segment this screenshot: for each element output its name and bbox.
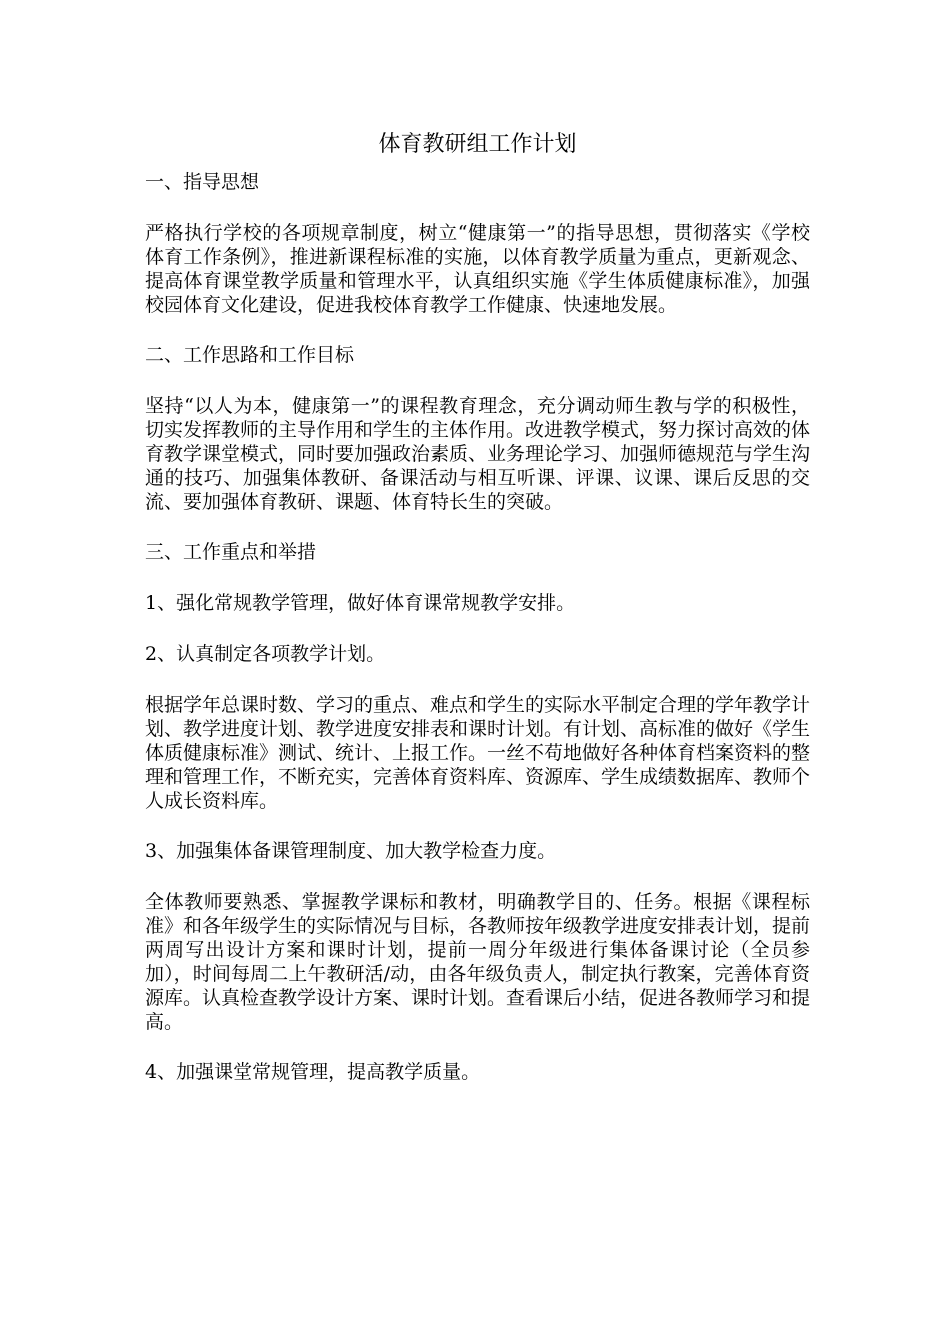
document-page [145, 130, 810, 1111]
paragraph-item-2: 根据学年总课时数、学习的重点、难点和学生的实际水平制定合理的学年教学计划、教学进度计划、教学进度安排表和课时计划。有计划、高标准的做好《学生体质健康标准》测试、统计、上报工作。一丝不苟地做好各种体育档案资料的整理和管理工作，不断充实，完善体育资料库、资源库、学生成绩数据库、教师个人成长资料库。 [145, 694, 811, 812]
section-heading-work-goals: 二、工作思路和工作目标 [145, 344, 355, 366]
item-heading-2: 2、认真制定各项教学计划。 [145, 643, 386, 665]
paragraph-item-3: 全体教师要熟悉、掌握教学课标和教材，明确教学目的、任务。根据《课程标准》和各年级学生的实际情况与目标，各教师按年级教学进度安排表计划，提前两周写出设计方案和课时计划，提前一周分年级进行集体备课讨论（全员参加），时间每周二上午教研活/动，由各年级负责人，制定执行教案，完善体育资源库。认真检查教学设计方案、课时计划。查看课后小结，促进各教师学习和提高。 [145, 891, 811, 1033]
section-heading-guiding-ideology: 一、指导思想 [145, 171, 260, 193]
item-heading-1: 1、强化常规教学管理，做好体育课常规教学安排。 [145, 592, 576, 614]
document-title: 体育教研组工作计划 [378, 132, 577, 157]
item-heading-3: 3、加强集体备课管理制度、加大教学检查力度。 [145, 840, 557, 862]
item-heading-4: 4、加强课堂常规管理，提高教学质量。 [145, 1061, 481, 1083]
paragraph-work-goals: 坚持“以人为本，健康第一”的课程教育理念，充分调动师生教与学的积极性，切实发挥教师的主导作用和学生的主体作用。改进教学模式，努力探讨高效的体育教学课堂模式，同时要加强政治素质、业务理论学习、加强师德规范与学生沟通的技巧、加强集体教研、备课活动与相互听课、评课、议课、课后反思的交流、要加强体育教研、课题、体育特长生的突破。 [145, 395, 811, 513]
paragraph-guiding-ideology: 严格执行学校的各项规章制度，树立“健康第一”的指导思想，贯彻落实《学校体育工作条例》，推进新课程标准的实施，以体育教学质量为重点，更新观念、提高体育课堂教学质量和管理水平，认真组织实施《学生体质健康标准》，加强校园体育文化建设，促进我校体育教学工作健康、快速地发展。 [145, 222, 810, 316]
section-heading-key-measures: 三、工作重点和举措 [145, 541, 317, 563]
